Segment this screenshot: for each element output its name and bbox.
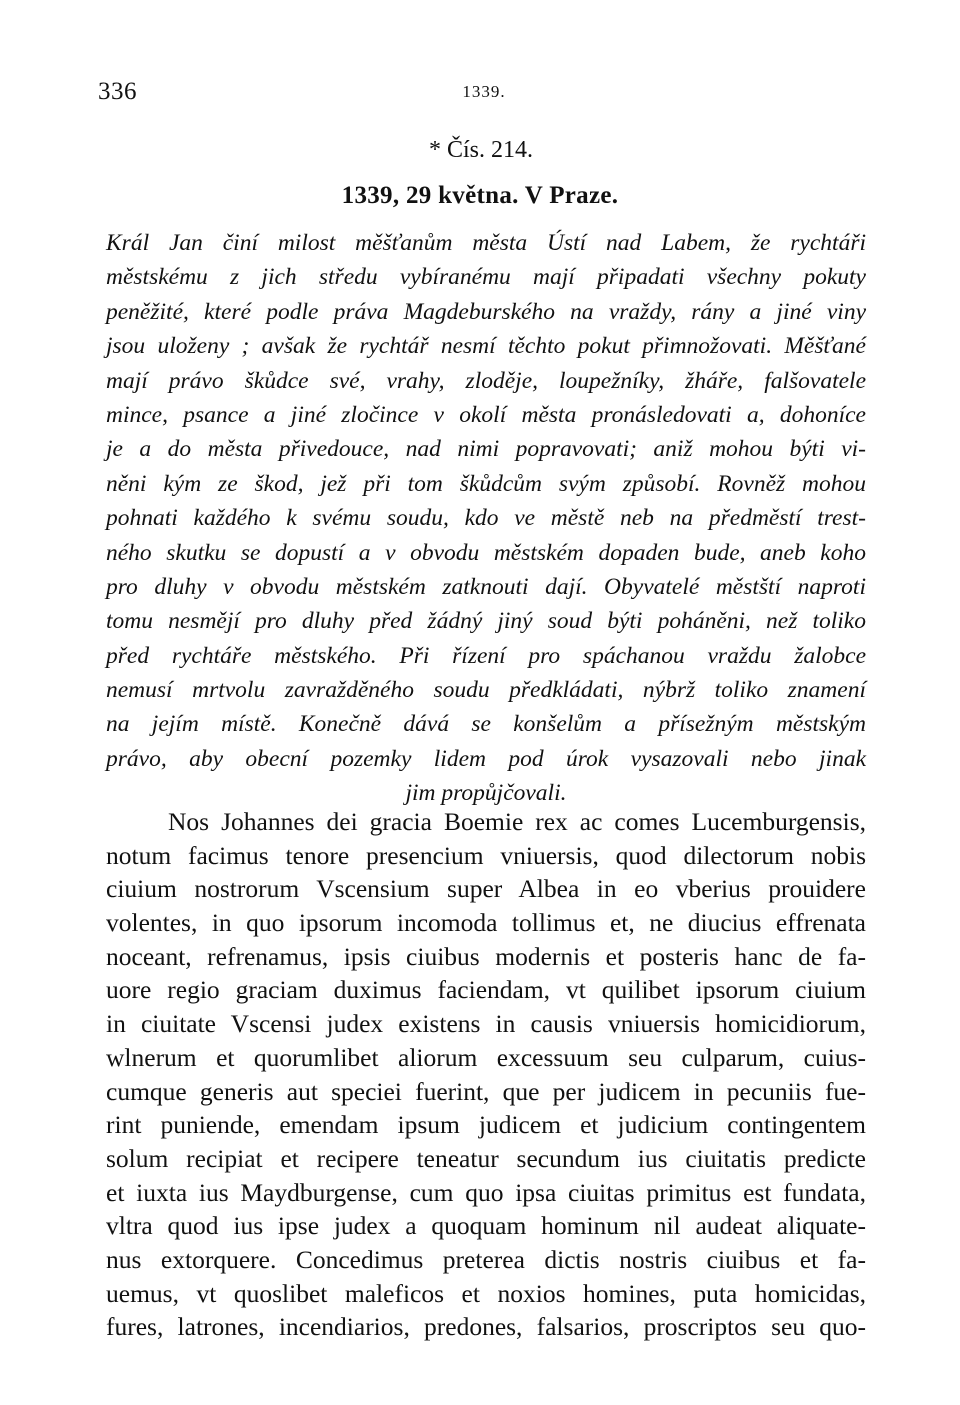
latin-line: ciuium nostrorum Vscensium super Albea in eo vberius prouidere [106, 874, 866, 904]
latin-line: in ciuitate Vscensi judex existens in causis vniuersis homicidiorum, [106, 1009, 866, 1039]
latin-line: solum recipiat et recipere teneatur secundum ius ciuitatis predicte [106, 1143, 866, 1173]
latin-line: notum facimus tenore presencium vniuersis, quod dilectorum nobis [106, 840, 866, 870]
latin-line: wlnerum et quorumlibet aliorum excessuum seu culparum, cuius- [106, 1042, 866, 1072]
summary-line: jsou uloženy ; avšak že rychtář nesmí těchto pokut přimnožovati. Měšťané [106, 333, 866, 360]
document-number: * Čís. 214. [428, 137, 533, 163]
latin-line: volentes, in quo ipsorum incomoda tollimus et, ne diucius effrenata [106, 908, 866, 938]
summary-line: právo, aby obecní pozemky lidem pod úrok vysazovali nebo jinak [106, 745, 866, 772]
latin-line: cumque generis aut speciei fuerint, que per judicem in pecuniis fue- [106, 1076, 866, 1106]
page-number: 336 [98, 78, 137, 105]
summary-line: pohnati každého k svému soudu, kdo ve městě neb na předměstí trest- [106, 505, 866, 532]
summary-line: nemusí mrtvolu zavražděného soudu předkládati, nýbrž toliko znamení [106, 677, 866, 704]
latin-line: vltra quod ius ipse judex a quoquam hominum nil audeat aliquate- [106, 1211, 866, 1241]
summary-line: ného skutku se dopustí a v obvodu městském dopaden bude, aneb koho [106, 539, 866, 566]
summary-line: na jejím místě. Konečně dává se konšelům a přísežným městským [106, 711, 866, 738]
summary-line: před rychtáře městského. Při řízení pro spáchanou vraždu žalobce [106, 642, 866, 669]
latin-line: uemus, vt quoslibet maleficos et noxios homines, puta homicidas, [106, 1278, 866, 1308]
document-date-place: 1339, 29 května. V Praze. [341, 182, 619, 209]
latin-line: fures, latrones, incendiarios, predones, falsarios, proscriptos seu quo- [106, 1312, 866, 1342]
summary-line: pro dluhy v obvodu městském zatknouti dají. Obyvatelé městští naproti [106, 573, 866, 600]
summary-line: něni kým ze škod, jež při tom škůdcům svým způsobí. Rovněž mohou [106, 470, 866, 497]
summary-line: městskému z jich středu vybíranému mají připadati všechny pokuty [106, 264, 866, 291]
summary-line: peněžité, které podle práva Magdeburského na vraždy, rány a jiné viny [106, 298, 866, 325]
latin-charter-text [106, 805, 866, 1344]
summary-line: mince, psance a jiné zločince v okolí města pronásledovati a, dohoníce [106, 401, 866, 428]
latin-line: nus extorquere. Concedimus preterea dictis nostris ciuibus et fa- [106, 1244, 866, 1274]
latin-line: noceant, refrenamus, ipsis ciuibus modernis et posteris hanc de fa- [106, 941, 866, 971]
latin-line: rint puniende, emendam ipsum judicem et judicium contingentem [106, 1110, 866, 1140]
latin-line: Nos Johannes dei gracia Boemie rex ac comes Lucemburgensis, [168, 807, 866, 836]
summary-line: Král Jan činí milost měšťanům města Ústí nad Labem, že rychtáři [106, 230, 866, 256]
running-head: 1339. [462, 82, 506, 101]
summary-line: jim propůjčovali. [405, 780, 567, 807]
summary-line: tomu nesmějí pro dluhy před žádný jiný soud býti poháněni, než toliko [106, 608, 866, 635]
latin-line: uore regio graciam duximus faciendam, vt quilibet ipsorum ciuium [106, 975, 866, 1005]
summary-line: je a do města přivedouce, nad nimi popravovati; aniž mohou býti vi- [106, 436, 866, 463]
summary-line: mají právo škůdce své, vrahy, zloděje, loupežníky, žháře, falšovatele [106, 367, 866, 394]
latin-line: et iuxta ius Maydburgense, cum quo ipsa ciuitas primitus est fundata, [106, 1177, 866, 1207]
czech-summary [106, 226, 866, 811]
